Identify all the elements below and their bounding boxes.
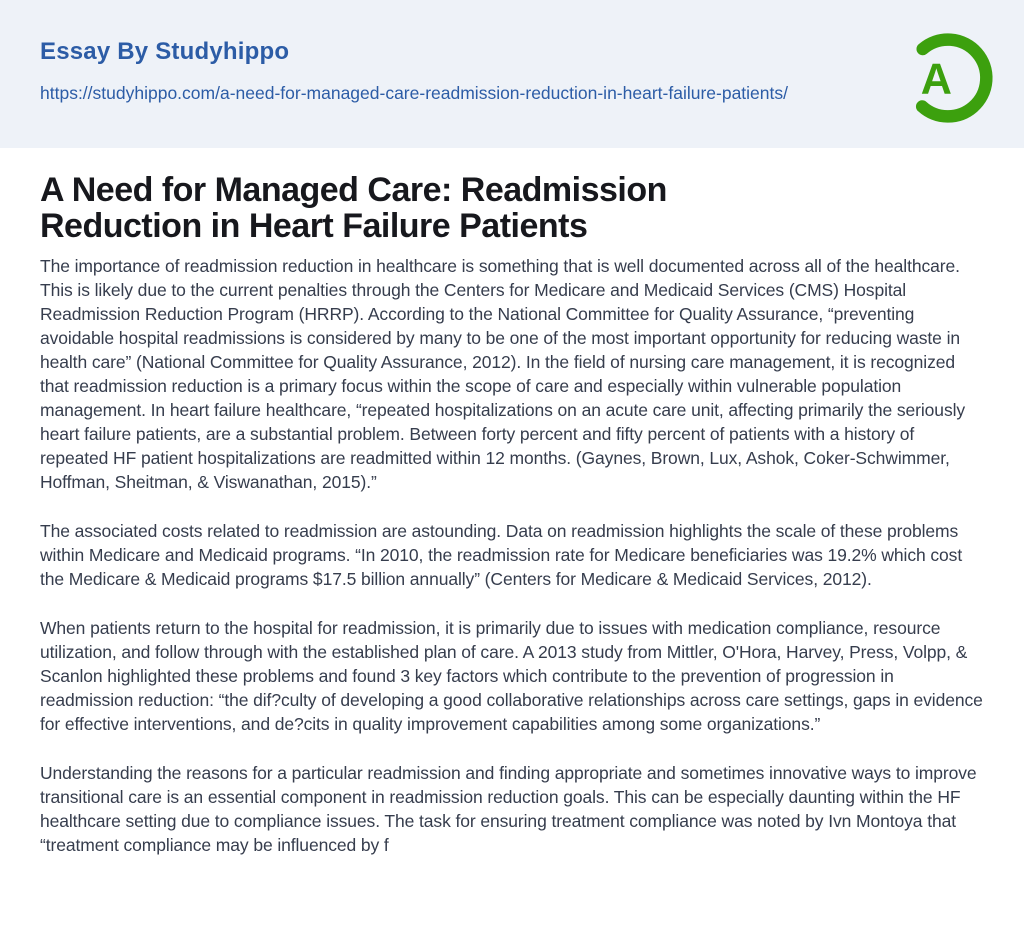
page-title-line-2: Reduction in Heart Failure Patients (40, 207, 588, 245)
site-title: Essay By Studyhippo (40, 38, 290, 65)
studyhippo-logo-icon (898, 30, 994, 126)
essay-article (0, 148, 1024, 857)
essay-paragraph-2: The associated costs related to readmission are astounding. Data on readmission highlights the scale of these problems within Medicare and Medicaid programs. “In 2010, the readmission rate for Medicare beneficiaries was 19.2% which cost the Medicare & Medicaid programs $17.5 billion annually” (Centers for Medicare & Medicaid Services, 2012). (40, 521, 963, 589)
page-title-line-1: A Need for Managed Care: Readmission (40, 171, 667, 209)
page-title (40, 172, 984, 244)
header-text-block (40, 38, 788, 106)
essay-paragraph-1: The importance of readmission reduction in healthcare is something that is well documented across all of the healthcare. This is likely due to the current penalties through the Centers for Medicare and Medicaid Services (CMS) Hospital Readmission Reduction Program (HRRP). According to the National Committee for Quality Assurance, “preventing avoidable hospital readmissions is considered by many to be one of the most important opportunity for reducing waste in health care” (National Committee for Quality Assurance, 2012). In the field of nursing care management, it is recognized that readmission reduction is a primary focus within the scope of care and especially within vulnerable population management. In heart failure healthcare, “repeated hospitalizations on an acute care unit, affecting primarily the seriously heart failure patients, are a substantial problem. Between forty percent and fifty percent of patients with a history of repeated HF patient hospitalizations are readmitted within 12 months. (Gaynes, Brown, Lux, Ashok, Coker-Schwimmer, Hoffman, Sheitman, & Viswanathan, 2015).” (40, 256, 966, 492)
page-header (0, 0, 1024, 148)
logo-letter: A (920, 55, 953, 104)
essay-paragraph-3: When patients return to the hospital for readmission, it is primarily due to issues with medication compliance, resource utilization, and follow through with the established plan of care. A 2013 study from Mittler, O'Hora, Harvey, Press, Volpp, & Scanlon highlighted these problems and found 3 key factors which contribute to the prevention of progression in readmission reduction: “the dif?culty of developing a good collaborative relationships across care settings, gaps in evidence for effective interventions, and de?cits in quality improvement capabilities among some organizations.” (40, 618, 983, 734)
essay-paragraph-4: Understanding the reasons for a particular readmission and finding appropriate and sometimes innovative ways to improve transitional care is an essential component in readmission reduction goals. This can be especially daunting within the HF healthcare setting due to compliance issues. The task for ensuring treatment compliance was noted by Ivn Montoya that “treatment compliance may be influenced by f (40, 763, 977, 855)
page-url-link[interactable]: https://studyhippo.com/a-need-for-managed-care-readmission-reduction-in-heart-failure-patients/ (40, 83, 788, 103)
